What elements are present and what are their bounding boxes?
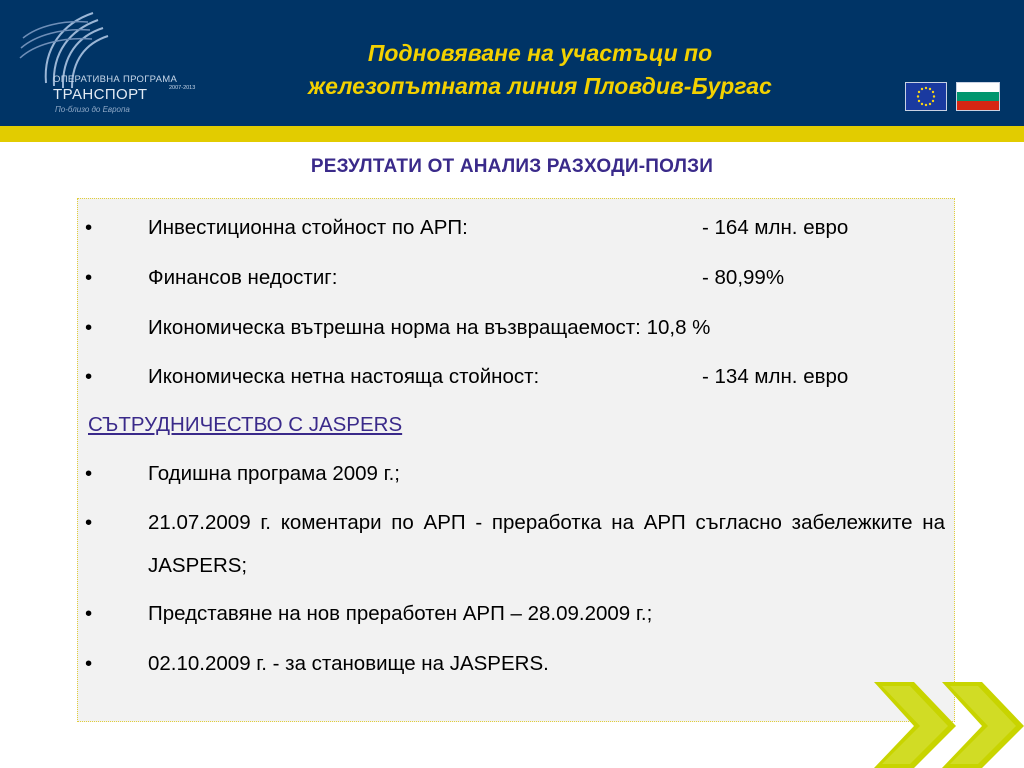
content-panel <box>77 198 955 722</box>
logo-tagline: По-близо до Европа <box>55 105 130 114</box>
result-label: Финансов недостиг: <box>148 266 338 289</box>
eu-flag-icon <box>905 82 947 111</box>
result-label: Инвестиционна стойност по АРП: <box>148 216 468 239</box>
result-value: - 80,99% <box>702 266 785 289</box>
operational-programme-transport-logo <box>18 8 198 118</box>
cooperation-text: 02.10.2009 г. - за становище на JASPERS. <box>148 652 549 675</box>
cooperation-text: Годишна програма 2009 г.; <box>148 462 400 485</box>
bullet-marker: • <box>85 511 93 534</box>
result-value: - 164 млн. евро <box>702 216 849 239</box>
bullet-marker: • <box>85 365 93 388</box>
slide-title <box>230 37 850 103</box>
cooperation-text: Представяне на нов преработен АРП – 28.09.2009 г.; <box>148 602 653 625</box>
header-banner <box>0 0 1024 126</box>
chevron-arrows-icon <box>872 680 1024 768</box>
result-value: - 134 млн. евро <box>702 365 849 388</box>
jaspers-section-heading: СЪТРУДНИЧЕСТВО С JASPERS <box>88 413 403 436</box>
bullet-marker: • <box>85 266 93 289</box>
bullet-marker: • <box>85 602 93 625</box>
result-label: Икономическа вътрешна норма на възвращаемост: 10,8 % <box>148 316 711 339</box>
slide-title-line1: Подновяване на участъци по <box>367 40 713 66</box>
header-accent-bar <box>0 126 1024 142</box>
logo-programme-text: ОПЕРАТИВНА ПРОГРАМА <box>53 74 178 85</box>
bulgaria-flag-icon <box>956 82 1000 111</box>
bullet-marker: • <box>85 216 93 239</box>
bullet-marker: • <box>85 652 93 675</box>
result-label: Икономическа нетна настояща стойност: <box>148 365 540 388</box>
cooperation-text: 21.07.2009 г. коментари по АРП - преработка на АРП съгласно забележките на JASPERS; <box>148 511 945 577</box>
logo-years-text: 2007-2013 <box>169 85 196 91</box>
logo-transport-text: ТРАНСПОРТ <box>53 86 148 103</box>
bullet-marker: • <box>85 316 93 339</box>
section-subtitle: РЕЗУЛТАТИ ОТ АНАЛИЗ РАЗХОДИ-ПОЛЗИ <box>310 156 714 177</box>
bullet-marker: • <box>85 462 93 485</box>
slide-title-line2: железопътната линия Пловдив-Бургас <box>308 73 772 99</box>
